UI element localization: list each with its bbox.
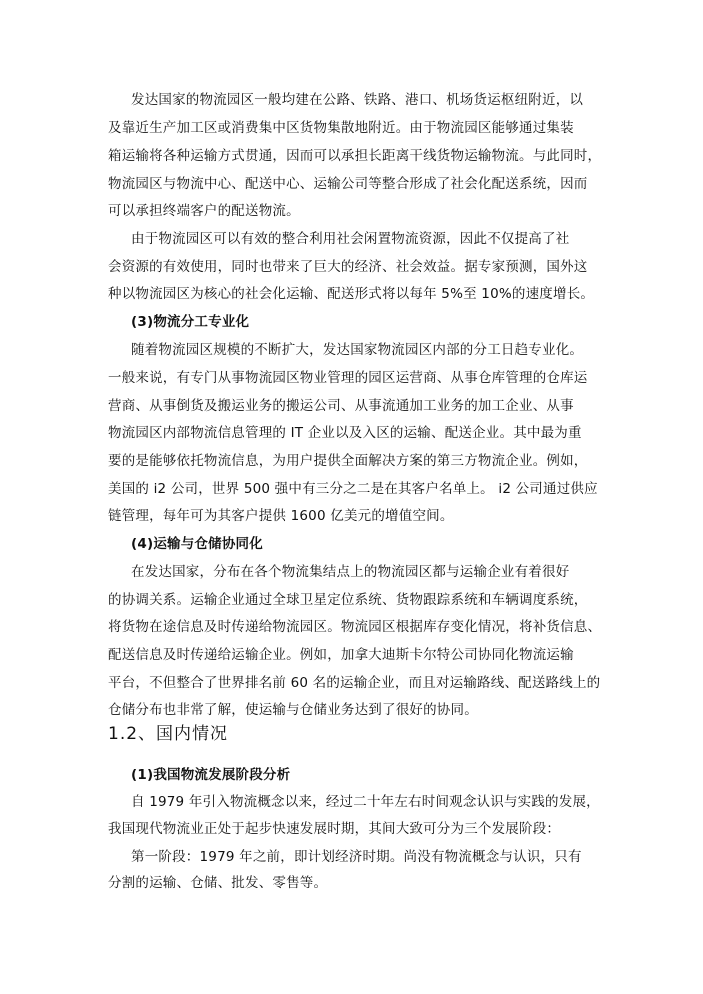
text-line: 物流园区内部物流信息管理的 IT 企业以及入区的运输、配送企业。其中最为重 <box>108 425 582 441</box>
text-line: 箱运输将各种运输方式贯通，因而可以承担长距离干线货物运输物流。与此同时， <box>108 148 602 164</box>
subheading: (4)运输与仓储协同化 <box>131 536 263 552</box>
text-line: 链管理，每年可为其客户提供 1600 亿美元的增值空间。 <box>108 508 454 524</box>
text-line: 仓储分布也非常了解，使运输与仓储业务达到了很好的协同。 <box>108 702 478 718</box>
text-line: 我国现代物流业正处于起步快速发展时期，其间大致可分为三个发展阶段： <box>108 821 561 837</box>
text-line: 物流园区与物流中心、配送中心、运输公司等整合形成了社会化配送系统，因而 <box>108 176 588 192</box>
text-line: 营商、从事倒货及搬运业务的搬运公司、从事流通加工业务的加工企业、从事 <box>108 398 574 414</box>
text-line: 的协调关系。运输企业通过全球卫星定位系统、货物跟踪系统和车辆调度系统， <box>108 592 588 608</box>
subheading: (3)物流分工专业化 <box>131 314 250 330</box>
text-line: 第一阶段：1979 年之前，即计划经济时期。尚没有物流概念与认识，只有 <box>131 849 582 865</box>
text-line: 由于物流园区可以有效的整合利用社会闲置物流资源，因此不仅提高了社 <box>131 231 570 247</box>
text-line: 平台，不但整合了世界排名前 60 名的运输企业，而且对运输路线、配送路线上的 <box>108 675 601 691</box>
text-line: 美国的 i2 公司，世界 500 强中有三分之二是在其客户名单上。 i2 公司通过供应 <box>108 481 598 497</box>
text-line: 自 1979 年引入物流概念以来，经过二十年左右时间观念认识与实践的发展， <box>131 794 600 810</box>
section-heading: 1.2、国内情况 <box>108 724 229 744</box>
text-line: 种以物流园区为核心的社会化运输、配送形式将以每年 5%至 10%的速度增长。 <box>108 286 595 302</box>
subheading: (1)我国物流发展阶段分析 <box>131 767 291 783</box>
text-line: 发达国家的物流园区一般均建在公路、铁路、港口、机场货运枢纽附近，以 <box>131 92 584 108</box>
text-line: 要的是能够依托物流信息，为用户提供全面解决方案的第三方物流企业。例如， <box>108 453 588 469</box>
text-line: 可以承担终端客户的配送物流。 <box>108 203 300 219</box>
text-line: 将货物在途信息及时传递给物流园区。物流园区根据库存变化情况，将补货信息、 <box>108 619 602 635</box>
text-line: 随着物流园区规模的不断扩大，发达国家物流园区内部的分工日趋专业化。 <box>131 342 584 358</box>
text-line: 配送信息及时传递给运输企业。例如，加拿大迪斯卡尔特公司协同化物流运输 <box>108 647 574 663</box>
text-line: 会资源的有效使用，同时也带来了巨大的经济、社会效益。据专家预测，国外这 <box>108 259 588 275</box>
text-line: 一般来说，有专门从事物流园区物业管理的园区运营商、从事仓库管理的仓库运 <box>108 370 588 386</box>
text-line: 及靠近生产加工区或消费集中区货物集散地附近。由于物流园区能够通过集装 <box>108 120 574 136</box>
text-line: 分割的运输、仓储、批发、零售等。 <box>108 875 328 891</box>
text-line: 在发达国家，分布在各个物流集结点上的物流园区都与运输企业有着很好 <box>131 564 570 580</box>
